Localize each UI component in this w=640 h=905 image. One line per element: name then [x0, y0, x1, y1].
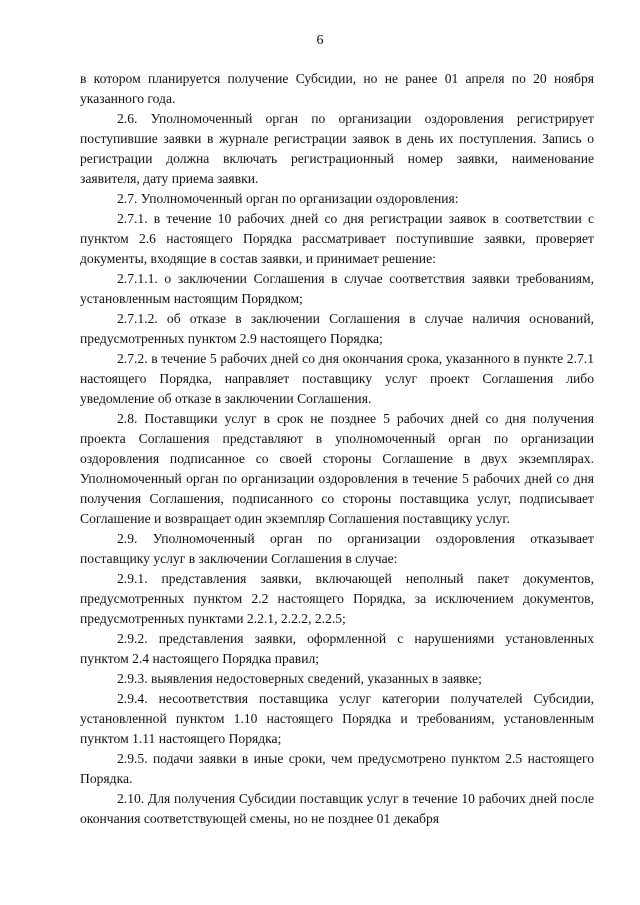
paragraph-2-9-4: 2.9.4. несоответствия поставщика услуг категории получателей Субсидии, установленной пунктом 1.10 настоящего Порядка и требованиям, установленным пунктом 1.11 настоящего Порядка; [80, 691, 594, 746]
paragraph-2-10: 2.10. Для получения Субсидии поставщик услуг в течение 10 рабочих дней после окончания соответствующей смены, но не позднее 01 декабря [80, 791, 594, 826]
page-number: 6 [316, 33, 324, 48]
paragraph-2-7: 2.7. Уполномоченный орган по организации оздоровления: [117, 191, 459, 206]
paragraph-2-9-2: 2.9.2. представления заявки, оформленной с нарушениями установленных пунктом 2.4 настоящего Порядка правил; [80, 631, 594, 666]
paragraph-continuation: в котором планируется получение Субсидии, но не ранее 01 апреля по 20 ноября указанного года. [80, 71, 594, 106]
paragraph-2-6: 2.6. Уполномоченный орган по организации оздоровления регистрирует поступившие заявки в журнале регистрации заявок в день их поступления. Запись о регистрации должна включать регистрационный номер заявки, наименование заявителя, дату приема заявки. [80, 111, 594, 186]
paragraph-2-9-1: 2.9.1. представления заявки, включающей неполный пакет документов, предусмотренных пунктом 2.2 настоящего Порядка, за исключением документов, предусмотренных пунктами 2.2.1, 2.2.2, 2.2.5; [80, 571, 594, 626]
document-body [80, 69, 594, 829]
paragraph-2-7-1-2: 2.7.1.2. об отказе в заключении Соглашения в случае наличия оснований, предусмотренных пунктом 2.9 настоящего Порядка; [80, 311, 594, 346]
paragraph-2-8: 2.8. Поставщики услуг в срок не позднее 5 рабочих дней со дня получения проекта Соглашения представляют в уполномоченный орган по организации оздоровления подписанное со своей стороны Соглашение в двух экземплярах. Уполномоченный орган по организации оздоровления в течение 5 рабочих дней со дня получения Соглашения, подписанного со стороны поставщика услуг, подписывает Соглашение и возвращает один экземпляр Соглашения поставщику услуг. [80, 411, 594, 526]
paragraph-2-9-3: 2.9.3. выявления недостоверных сведений, указанных в заявке; [117, 671, 482, 686]
paragraph-2-9: 2.9. Уполномоченный орган по организации оздоровления отказывает поставщику услуг в заключении Соглашения в случае: [80, 531, 594, 566]
paragraph-2-7-1-1: 2.7.1.1. о заключении Соглашения в случае соответствия заявки требованиям, установленным настоящим Порядком; [80, 271, 594, 306]
paragraph-2-7-1: 2.7.1. в течение 10 рабочих дней со дня регистрации заявок в соответствии с пунктом 2.6 настоящего Порядка рассматривает поступившие заявки, проверяет документы, входящие в состав заявки, и принимает решение: [80, 211, 594, 266]
paragraph-2-7-2: 2.7.2. в течение 5 рабочих дней со дня окончания срока, указанного в пункте 2.7.1 настоящего Порядка, направляет поставщику услуг проект Соглашения либо уведомление об отказе в заключении Соглашения. [80, 351, 594, 406]
paragraph-2-9-5: 2.9.5. подачи заявки в иные сроки, чем предусмотрено пунктом 2.5 настоящего Порядка. [80, 751, 594, 786]
